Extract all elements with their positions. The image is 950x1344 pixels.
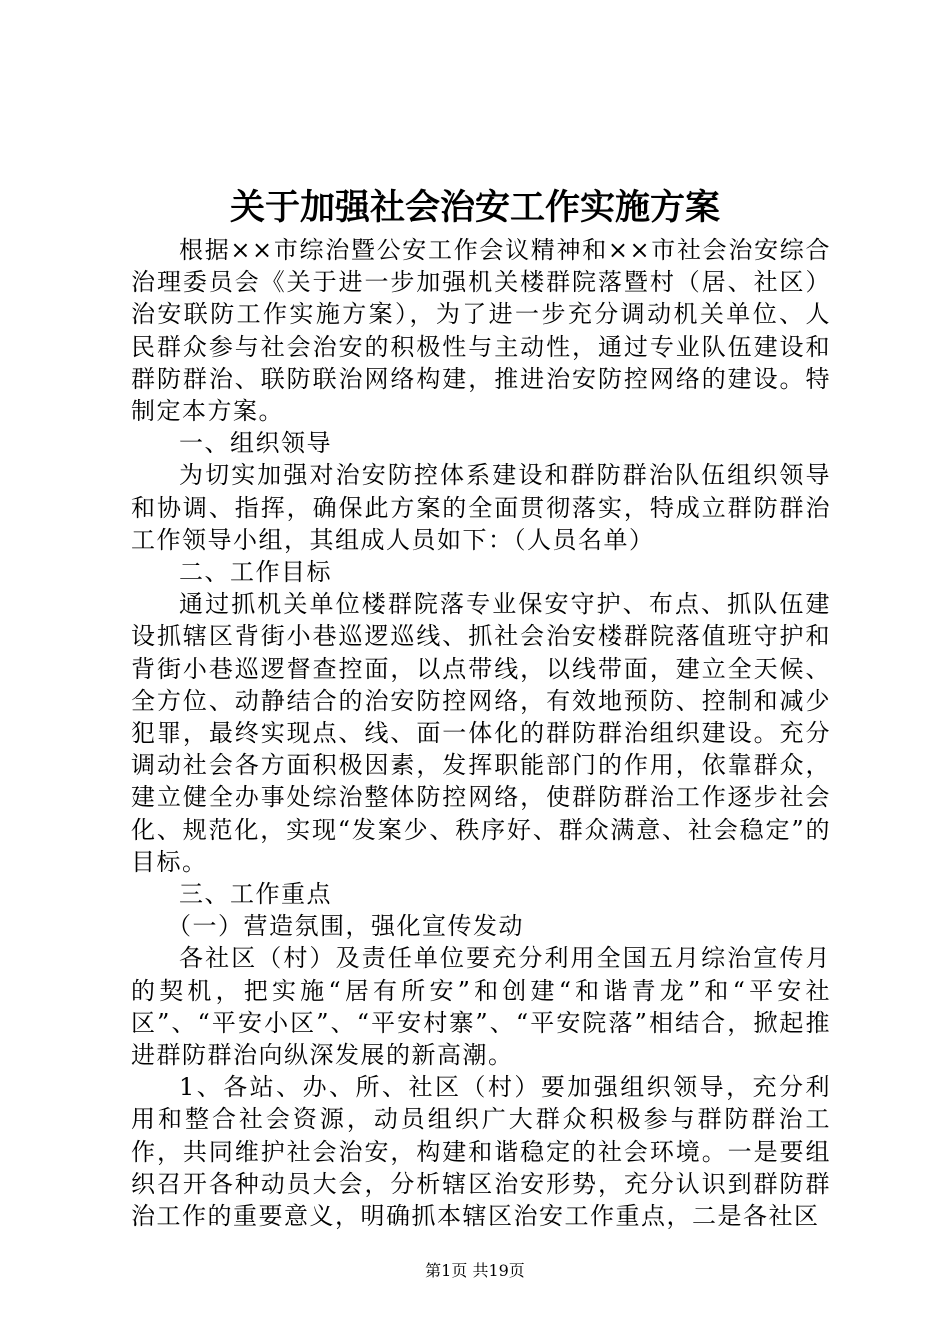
organization-paragraph: 为切实加强对治安防控体系建设和群防群治队伍组织领导和协调、指挥，确保此方案的全面贯彻落实，特成立群防群治工作领导小组，其组成人员如下：（人员名单） <box>131 461 831 554</box>
document-title: 关于加强社会治安工作实施方案 <box>229 187 720 228</box>
subsection-heading-atmosphere: （一）营造氛围，强化宣传发动 <box>167 912 524 941</box>
item-1-paragraph: 1、各站、办、所、社区（村）要加强组织领导，充分利用和整合社会资源，动员组织广大群众积极参与群防群治工作，共同维护社会治安，构建和谐稳定的社会环境。一是要组织召开各种动员大会，分析辖区治安形势，充分认识到群防群治工作的重要意义，明确抓本辖区治安工作重点，二是各社区 <box>131 1073 831 1231</box>
section-heading-organization: 一、组织领导 <box>179 429 332 458</box>
atmosphere-paragraph: 各社区（村）及责任单位要充分利用全国五月综治宣传月的契机，把实施“居有所安”和创建“和谐青龙”和“平安社区”、“平安小区”、“平安村寨”、“平安院落”相结合，掀起推进群防群治向纵深发展的新高潮。 <box>131 944 831 1070</box>
section-heading-goals: 二、工作目标 <box>179 558 332 587</box>
page-footer: 第1页 共19页 <box>425 1261 525 1280</box>
document-body <box>131 234 831 1232</box>
section-heading-focus: 三、工作重点 <box>179 880 332 909</box>
goals-paragraph: 通过抓机关单位楼群院落专业保安守护、布点、抓队伍建设抓辖区背街小巷巡逻巡线、抓社会治安楼群院落值班守护和背街小巷巡逻督查控面，以点带线，以线带面，建立全天候、全方位、动静结合的治安防控网络，有效地预防、控制和减少犯罪，最终实现点、线、面一体化的群防群治组织建设。充分调动社会各方面积极因素，发挥职能部门的作用，依靠群众，建立健全办事处综治整体防控网络，使群防群治工作逐步社会化、规范化，实现“发案少、秩序好、群众满意、社会稳定”的目标。 <box>131 590 831 876</box>
intro-paragraph: 根据××市综治暨公安工作会议精神和××市社会治安综合治理委员会《关于进一步加强机关楼群院落暨村（居、社区）治安联防工作实施方案），为了进一步充分调动机关单位、人民群众参与社会治安的积极性与主动性，通过专业队伍建设和群防群治、联防联治网络构建，推进治安防控网络的建设。特制定本方案。 <box>131 236 831 426</box>
